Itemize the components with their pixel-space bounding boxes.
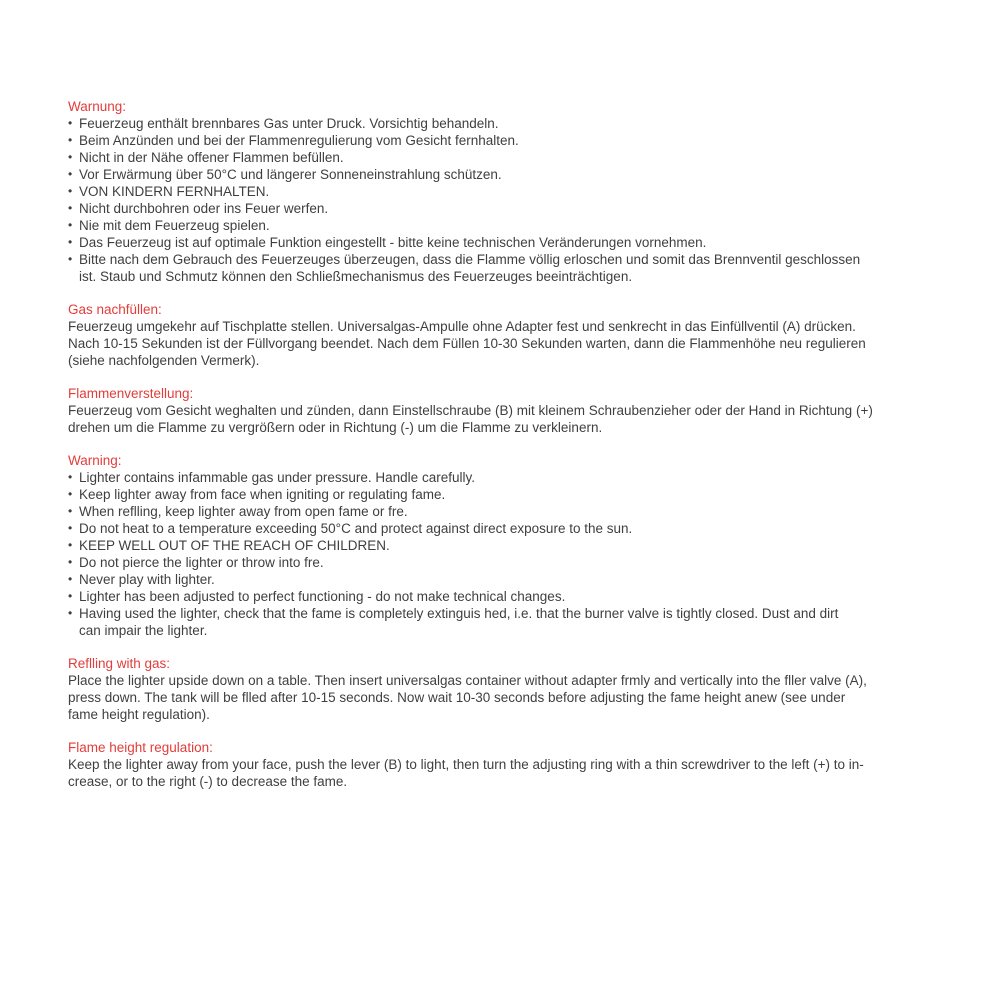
bullet-icon: • bbox=[68, 521, 73, 535]
line-text: Nie mit dem Feuerzeug spielen. bbox=[79, 218, 270, 233]
bullet-item bbox=[68, 571, 968, 588]
line-text: Place the lighter upside down on a table. Then insert universalgas container without adapter frmly and vertically into the fller valve (A), bbox=[68, 673, 867, 688]
bullet-item bbox=[68, 115, 968, 132]
bullet-icon: • bbox=[68, 235, 73, 249]
line-text: Keep lighter away from face when igniting or regulating fame. bbox=[79, 487, 446, 502]
line-text: Feuerzeug vom Gesicht weghalten und zünden, dann Einstellschraube (B) mit kleinem Schraubenzieher oder der Hand in Richtung (+) bbox=[68, 403, 873, 418]
bullet-icon: • bbox=[68, 150, 73, 164]
line-text: Do not heat to a temperature exceeding 50°C and protect against direct exposure to the sun. bbox=[79, 521, 633, 536]
text-line bbox=[68, 335, 968, 352]
section-heading: Flammenverstellung: bbox=[68, 386, 194, 401]
bullet-icon: • bbox=[68, 167, 73, 181]
bullet-icon: • bbox=[68, 589, 73, 603]
bullet-item bbox=[68, 520, 968, 537]
bullet-item bbox=[68, 486, 968, 503]
text-line bbox=[68, 352, 968, 369]
line-text: drehen um die Flamme zu vergrößern oder in Richtung (-) um die Flamme zu verkleinern. bbox=[68, 420, 603, 435]
section bbox=[68, 98, 968, 285]
line-text: Das Feuerzeug ist auf optimale Funktion eingestellt - bitte keine technischen Veränderungen vornehmen. bbox=[79, 235, 707, 250]
line-text: KEEP WELL OUT OF THE REACH OF CHILDREN. bbox=[79, 538, 390, 553]
section-heading: Gas nachfüllen: bbox=[68, 302, 162, 317]
line-text: Beim Anzünden und bei der Flammenregulierung vom Gesicht fernhalten. bbox=[79, 133, 519, 148]
section-heading: Warning: bbox=[68, 453, 122, 468]
line-text: Vor Erwärmung über 50°C und längerer Sonneneinstrahlung schützen. bbox=[79, 167, 502, 182]
instruction-sheet bbox=[68, 98, 968, 790]
text-line bbox=[68, 756, 968, 773]
line-text: Nicht in der Nähe offener Flammen befüllen. bbox=[79, 150, 344, 165]
bullet-icon: • bbox=[68, 538, 73, 552]
line-text: can impair the lighter. bbox=[79, 623, 208, 638]
section bbox=[68, 385, 968, 436]
bullet-item bbox=[68, 234, 968, 251]
line-text: crease, or to the right (-) to decrease the fame. bbox=[68, 774, 348, 789]
bullet-icon: • bbox=[68, 504, 73, 518]
bullet-icon: • bbox=[68, 606, 73, 620]
text-line bbox=[68, 268, 968, 285]
bullet-item bbox=[68, 217, 968, 234]
bullet-icon: • bbox=[68, 470, 73, 484]
bullet-icon: • bbox=[68, 487, 73, 501]
section-heading: Reflling with gas: bbox=[68, 656, 171, 671]
line-text: ist. Staub und Schmutz können den Schließmechanismus des Feuerzeuges beeinträchtigen. bbox=[79, 269, 633, 284]
bullet-icon: • bbox=[68, 201, 73, 215]
bullet-icon: • bbox=[68, 555, 73, 569]
text-line bbox=[68, 402, 968, 419]
line-text: Feuerzeug umgekehr auf Tischplatte stellen. Universalgas-Ampulle ohne Adapter fest und senkrecht in das Einfüllventil (A) drücken. bbox=[68, 319, 856, 334]
line-text: When reflling, keep lighter away from open fame or fre. bbox=[79, 504, 408, 519]
line-text: Nach 10-15 Sekunden ist der Füllvorgang beendet. Nach dem Füllen 10-30 Sekunden warten, dann die Flammenhöhe neu regulieren bbox=[68, 336, 866, 351]
text-line bbox=[68, 706, 968, 723]
bullet-item bbox=[68, 149, 968, 166]
line-text: fame height regulation). bbox=[68, 707, 210, 722]
bullet-icon: • bbox=[68, 572, 73, 586]
line-text: Lighter has been adjusted to perfect functioning - do not make technical changes. bbox=[79, 589, 566, 604]
bullet-item bbox=[68, 132, 968, 149]
section bbox=[68, 655, 968, 723]
bullet-item bbox=[68, 166, 968, 183]
bullet-item bbox=[68, 537, 968, 554]
bullet-item bbox=[68, 200, 968, 217]
text-line bbox=[68, 419, 968, 436]
bullet-item bbox=[68, 503, 968, 520]
bullet-item bbox=[68, 251, 968, 268]
line-text: Feuerzeug enthält brennbares Gas unter Druck. Vorsichtig behandeln. bbox=[79, 116, 499, 131]
bullet-icon: • bbox=[68, 252, 73, 266]
section bbox=[68, 452, 968, 639]
text-line bbox=[68, 689, 968, 706]
bullet-item bbox=[68, 183, 968, 200]
line-text: Do not pierce the lighter or throw into fre. bbox=[79, 555, 324, 570]
text-line bbox=[68, 622, 968, 639]
line-text: (siehe nachfolgenden Vermerk). bbox=[68, 353, 260, 368]
bullet-icon: • bbox=[68, 116, 73, 130]
line-text: Keep the lighter away from your face, push the lever (B) to light, then turn the adjusting ring with a thin screwdriver to the left (+) to in- bbox=[68, 757, 864, 772]
bullet-item bbox=[68, 605, 968, 622]
line-text: VON KINDERN FERNHALTEN. bbox=[79, 184, 270, 199]
section-heading: Flame height regulation: bbox=[68, 740, 213, 755]
text-line bbox=[68, 672, 968, 689]
line-text: Lighter contains infammable gas under pressure. Handle carefully. bbox=[79, 470, 475, 485]
text-line bbox=[68, 318, 968, 335]
bullet-icon: • bbox=[68, 218, 73, 232]
section bbox=[68, 301, 968, 369]
bullet-item bbox=[68, 588, 968, 605]
line-text: Never play with lighter. bbox=[79, 572, 215, 587]
line-text: press down. The tank will be flled after 10-15 seconds. Now wait 10-30 seconds before adjusting the fame height anew (see under bbox=[68, 690, 846, 705]
line-text: Bitte nach dem Gebrauch des Feuerzeuges überzeugen, dass die Flamme völlig erloschen und somit das Brennventil geschlossen bbox=[79, 252, 861, 267]
bullet-item bbox=[68, 554, 968, 571]
bullet-item bbox=[68, 469, 968, 486]
section bbox=[68, 739, 968, 790]
text-line bbox=[68, 773, 968, 790]
bullet-icon: • bbox=[68, 184, 73, 198]
bullet-icon: • bbox=[68, 133, 73, 147]
section-heading: Warnung: bbox=[68, 99, 127, 114]
line-text: Nicht durchbohren oder ins Feuer werfen. bbox=[79, 201, 329, 216]
line-text: Having used the lighter, check that the fame is completely extinguis hed, i.e. that the burner valve is tightly closed. Dust and dirt bbox=[79, 606, 839, 621]
